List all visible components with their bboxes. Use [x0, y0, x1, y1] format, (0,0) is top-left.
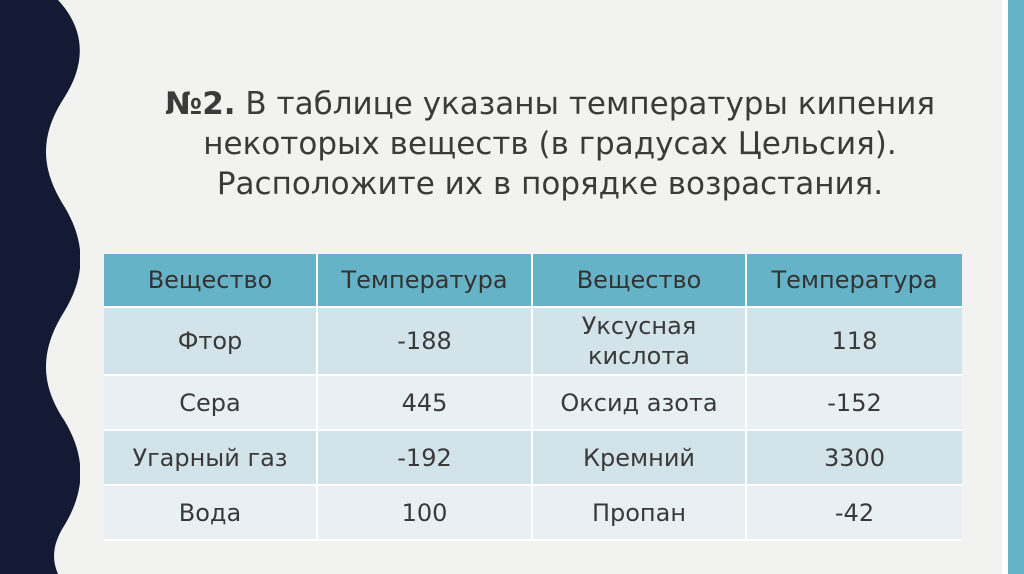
- header-substance-1: Вещество: [104, 254, 317, 307]
- table-cell: Кремний: [532, 430, 746, 485]
- boiling-points-table: [104, 254, 962, 541]
- header-temperature-1: Температура: [317, 254, 532, 307]
- table-cell: -188: [317, 307, 532, 375]
- table-row: [104, 485, 962, 540]
- table-cell: 445: [317, 375, 532, 430]
- table-header-row: [104, 254, 962, 307]
- table-cell: -152: [746, 375, 962, 430]
- table-cell: 3300: [746, 430, 962, 485]
- table-cell: -192: [317, 430, 532, 485]
- title-number: №2.: [164, 86, 236, 122]
- table-cell: Сера: [104, 375, 317, 430]
- table-row: [104, 375, 962, 430]
- header-temperature-2: Температура: [746, 254, 962, 307]
- table-cell: Фтор: [104, 307, 317, 375]
- table-cell: -42: [746, 485, 962, 540]
- table-cell: Уксусная кислота: [532, 307, 746, 375]
- table-cell: Вода: [104, 485, 317, 540]
- table-cell: Пропан: [532, 485, 746, 540]
- table-cell: Угарный газ: [104, 430, 317, 485]
- header-substance-2: Вещество: [532, 254, 746, 307]
- table-cell: Оксид азота: [532, 375, 746, 430]
- table-row: [104, 307, 962, 375]
- table-cell: 118: [746, 307, 962, 375]
- table-row: [104, 430, 962, 485]
- table-cell: 100: [317, 485, 532, 540]
- wavy-left-band: [0, 0, 80, 574]
- title-text: В таблице указаны температуры кипения некоторых веществ (в градусах Цельсия). Расположите их в порядке возрастания.: [203, 86, 936, 202]
- right-accent-band: [1008, 0, 1024, 574]
- slide-title: [100, 84, 1000, 204]
